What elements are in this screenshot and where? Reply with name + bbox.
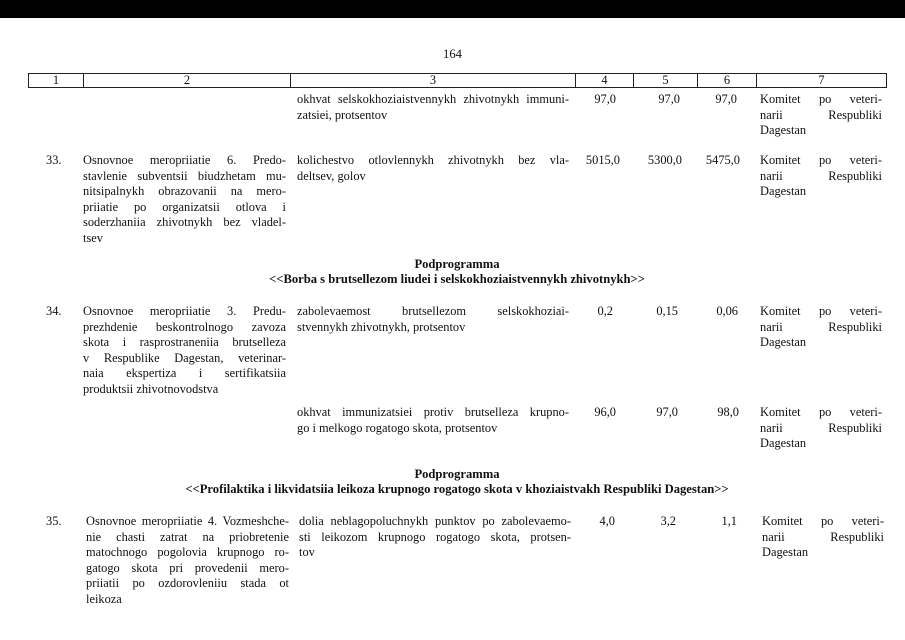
value-col5: 97,0	[656, 405, 678, 419]
row-measure: Osnovnoe meropriiatie 3. Predu- prezhdenie beskontrolnogo zavoza skota i rasprostraneniia brutselleza v Respublike Dagestan, veterinar- naia ekspertiza i sertifikatsiia produktsii zhivotnovodstva	[83, 304, 286, 396]
column-number: 6	[698, 74, 757, 88]
value-col5: 5300,0	[647, 153, 682, 167]
scan-top-border	[0, 0, 905, 18]
subprogram-title: <<Borba s brutsellezom liudei i selskokhoziaistvennykh zhivotnykh>>	[269, 272, 645, 286]
page-number: 164	[443, 47, 462, 61]
value-col6: 97,0	[715, 92, 737, 106]
subprogram-title: <<Profilaktika i likvidatsiia leikoza krupnogo rogatogo skota v khoziaistvakh Respubliki Dagestan>>	[185, 482, 729, 496]
value-col5: 3,2	[660, 514, 676, 528]
value-col4: 5015,0	[585, 153, 620, 167]
subprogram-label: Podprogramma	[414, 467, 500, 481]
value-col4: 97,0	[594, 92, 616, 106]
column-number: 1	[29, 74, 84, 88]
row-indicator: zabolevaemost brutsellezom selskokhoziai- stvennykh zhivotnykh, protsentov	[297, 304, 569, 334]
row-number: 33.	[46, 153, 62, 167]
row-executor: Komitet po veteri- narii Respubliki Dagestan	[760, 304, 882, 350]
row-indicator: dolia neblagopoluchnykh punktov po zabolevaemo- sti leikozom krupnogo rogatogo skota, protsen- tov	[299, 514, 571, 560]
value-col6: 98,0	[717, 405, 739, 419]
column-number: 4	[576, 74, 634, 88]
row-executor: Komitet po veteri- narii Respubliki Dagestan	[760, 405, 882, 451]
value-col6: 5475,0	[705, 153, 740, 167]
row-measure: Osnovnoe meropriiatie 6. Predo- stavlenie subventsii biudzhetam mu- nitsipalnykh obrazovanii na mero- priiatie po organizatsii otlova i soderzhaniia zhivotnykh bez vladel- tsev	[83, 153, 286, 245]
column-number: 3	[291, 74, 576, 88]
row-indicator: okhvat selskokhoziaistvennykh zhivotnykh immuni- zatsiei, protsentov	[297, 92, 569, 122]
value-col4: 96,0	[594, 405, 616, 419]
subprogram-label: Podprogramma	[414, 257, 500, 271]
row-measure: Osnovnoe meropriiatie 4. Vozmeshche- nie chasti zatrat na priobretenie matochnogo pogolovia krupnogo ro- gatogo skota pri provedenii mero- priiatii po ozdorovleniiu stada ot leikoza	[86, 514, 289, 606]
row-number: 34.	[46, 304, 62, 318]
value-col5: 97,0	[658, 92, 680, 106]
value-col6: 0,06	[716, 304, 738, 318]
value-col4: 4,0	[599, 514, 615, 528]
row-number: 35.	[46, 514, 62, 528]
column-number: 2	[84, 74, 291, 88]
row-executor: Komitet po veteri- narii Respubliki Dagestan	[760, 153, 882, 199]
row-indicator: kolichestvo otlovlennykh zhivotnykh bez vla- deltsev, golov	[297, 153, 569, 183]
value-col6: 1,1	[721, 514, 737, 528]
value-col4: 0,2	[597, 304, 613, 318]
value-col5: 0,15	[656, 304, 678, 318]
row-executor: Komitet po veteri- narii Respubliki Dagestan	[760, 92, 882, 138]
column-number: 7	[757, 74, 887, 88]
column-number-header	[28, 73, 887, 88]
row-executor: Komitet po veteri- narii Respubliki Dagestan	[762, 514, 884, 560]
column-number: 5	[634, 74, 698, 88]
row-indicator: okhvat immunizatsiei protiv brutselleza krupno- go i melkogo rogatogo skota, protsentov	[297, 405, 569, 435]
